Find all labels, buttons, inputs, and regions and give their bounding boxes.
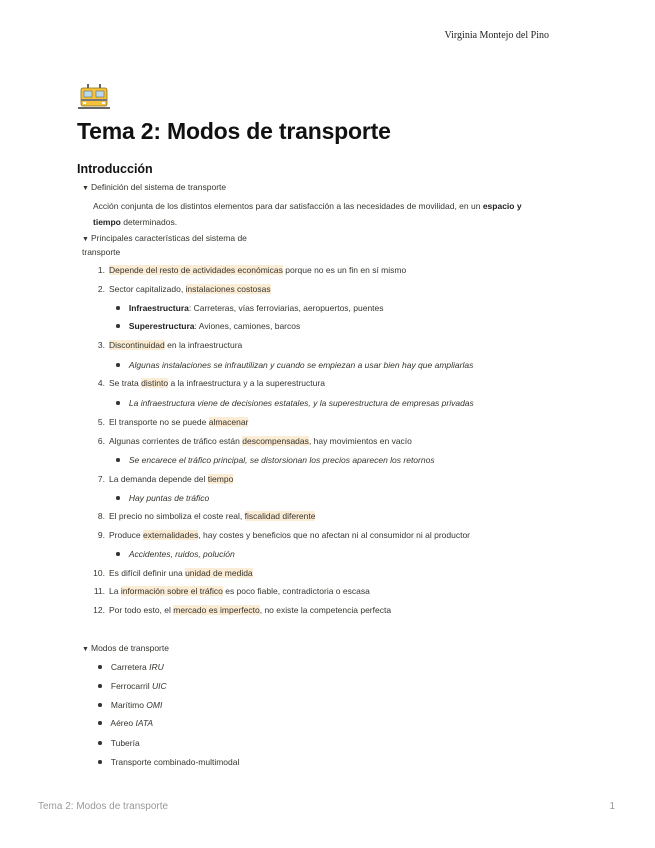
list-item: Marítimo OMI [98,699,162,711]
list-item: 10. Es difícil definir una unidad de medida [93,568,253,578]
toggle-caracteristicas-cont: transporte [82,247,121,257]
footer-title: Tema 2: Modos de transporte [38,801,169,812]
list-item: 11. La información sobre el tráfico es poco fiable, contradictoria o escasa [93,586,370,596]
toggle-definicion[interactable]: ▼ Definición del sistema de transporte [82,181,226,195]
list-item: 1. Depende del resto de actividades económicas porque no es un fin en sí mismo [97,265,407,275]
list-item: Carretera IRU [98,661,164,673]
list-item: 5. El transporte no se puede almacenar [97,417,249,427]
toggle-triangle-icon[interactable]: ▼ [82,236,89,243]
list-item: 12. Por todo esto, el mercado es imperfecto, no existe la competencia perfecta [93,605,392,615]
list-item: Tubería [98,737,140,749]
list-item: 7. La demanda depende del tiempo [97,474,234,484]
author-name: Virginia Montejo del Pino [444,30,549,41]
list-item: Algunas instalaciones se infrautilizan y cuando se empiezan a usar bien hay que ampliarlas [116,359,473,371]
toggle-triangle-icon[interactable]: ▼ [82,185,89,192]
list-item: Hay puntas de tráfico [116,492,209,504]
page-title: Tema 2: Modos de transporte [77,118,391,144]
list-item: 2. Sector capitalizado, instalaciones costosas [97,284,271,294]
toggle-caracteristicas[interactable]: ▼ Principales características del sistema de [82,232,247,246]
list-item: 9. Produce externalidades, hay costes y beneficios que no afectan ni al consumidor ni al productor [97,530,471,540]
list-item: Superestructura: Aviones, camiones, barcos [116,320,300,332]
list-item: Se encarece el tráfico principal, se distorsionan los precios aparecen los retornos [116,454,435,466]
list-item: Ferrocarril UIC [98,680,167,692]
tram-icon [78,83,110,111]
definition-paragraph: Acción conjunta de los distintos elementos para dar satisfacción a las necesidades de movilidad, en un espacio y tiempo determinados. [93,201,522,227]
list-item: Infraestructura: Carreteras, vías ferroviarias, aeropuertos, puentes [116,302,384,314]
list-item: La infraestructura viene de decisiones estatales, y la superestructura de empresas privadas [116,397,474,409]
toggle-triangle-icon[interactable]: ▼ [82,646,89,653]
list-item: 8. El precio no simboliza el coste real, fiscalidad diferente [97,511,316,521]
section-heading-introduccion: Introducción [77,162,153,176]
toggle-modos[interactable]: ▼ Modos de transporte [82,642,169,656]
page-number: 1 [609,801,615,812]
list-item: Accidentes, ruidos, polución [116,548,235,560]
list-item: Transporte combinado-multimodal [98,756,239,768]
list-item: 4. Se trata distinto a la infraestructura y a la superestructura [97,378,325,388]
list-item: Aéreo IATA [98,717,153,729]
list-item: 3. Discontinuidad en la infraestructura [97,340,243,350]
list-item: 6. Algunas corrientes de tráfico están descompensadas, hay movimientos en vacío [97,436,412,446]
